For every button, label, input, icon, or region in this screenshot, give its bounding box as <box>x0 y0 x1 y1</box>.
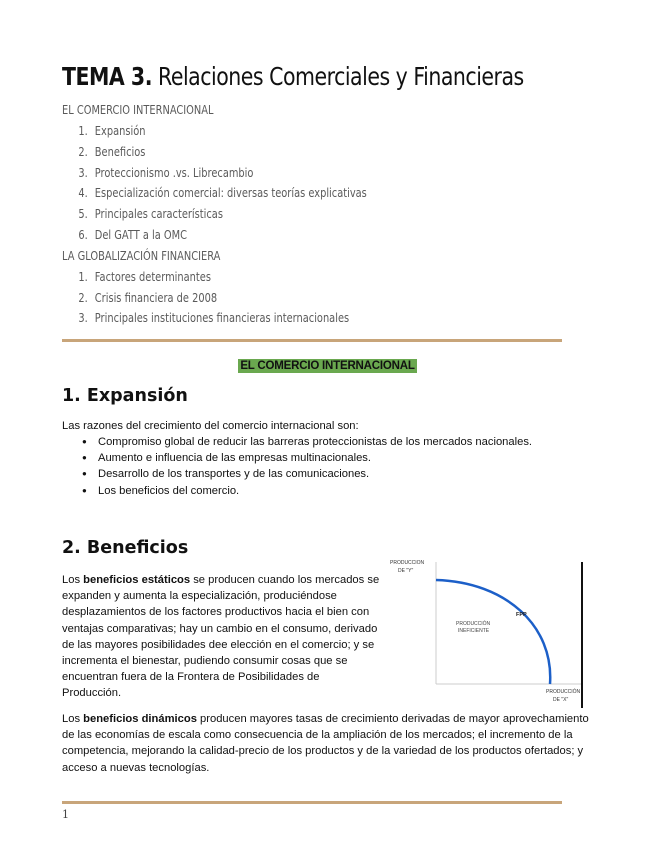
region-label-2: INEFICIENTE <box>458 628 490 634</box>
toc-item: 6. Del GATT a la OMC <box>78 227 188 242</box>
footer-divider <box>62 801 562 804</box>
toc-item: 2. Crisis financiera de 2008 <box>78 290 218 305</box>
y-axis-label-1: PRODUCCIÓN <box>390 560 425 566</box>
x-axis-label-2: DE "X" <box>553 697 569 703</box>
heading-expansion: 1. Expansión <box>62 386 188 406</box>
section-divider <box>62 339 562 342</box>
toc-item: 3. Principales instituciones financieras internacionales <box>78 311 350 326</box>
static-benefits-paragraph: Los beneficios estáticos se producen cuando los mercados se expanden y aumenta la especialización, produciéndose desplazamientos de los factores productivos hacia el bien con ventajas comparativas; hay un cambio en el consumo, derivado de las mayores posibilidades dee elección en el comercio; y se incrementa el bienestar, pudiendo consumir cosas que se encuentran fuera de la Frontera de Posibilidades de Producción. <box>62 574 380 700</box>
dynamic-benefits-paragraph: Los beneficios dinámicos producen mayores tasas de crecimiento derivadas de mayor aprovechamiento de las economías de escala como consecuencia de la ampliación de los mercados; el incremento de la competencia, mejorando la calidad-precio de los productos y de la variedad de los productos ofertados; y acceso a nuevas tecnologías. <box>62 713 589 774</box>
title-text: Relaciones Comerciales y Financieras <box>152 62 524 91</box>
page-title <box>62 62 524 91</box>
fpp-curve-label: FPP <box>516 612 527 618</box>
toc-item: 3. Proteccionismo .vs. Librecambio <box>78 165 254 180</box>
toc-item: 1. Factores determinantes <box>78 269 211 284</box>
banner-row <box>0 356 655 374</box>
toc-item: 2. Beneficios <box>78 144 146 159</box>
dynamic-benefits-term: beneficios dinámicos <box>83 713 197 725</box>
expansion-bullet-list <box>62 434 532 499</box>
fpp-diagram <box>386 560 586 712</box>
section-banner: EL COMERCIO INTERNACIONAL <box>240 360 415 372</box>
toc-section-comercio: EL COMERCIO INTERNACIONAL <box>62 103 214 117</box>
toc-item: 5. Principales características <box>78 207 223 222</box>
x-axis-label-1: PRODUCCIÓN <box>546 689 581 695</box>
list-item: ● Aumento e influencia de las empresas multinacionales. <box>62 450 532 466</box>
list-item: ● Desarrollo de los transportes y de las comunicaciones. <box>62 466 532 482</box>
y-axis-label-2: DE "Y" <box>398 568 414 574</box>
static-benefits-term: beneficios estáticos <box>83 574 191 586</box>
toc-item: 1. Expansión <box>78 124 146 138</box>
fpp-curve <box>436 580 550 684</box>
table-of-contents <box>62 100 582 329</box>
toc-item: 4. Especialización comercial: diversas teorías explicativas <box>78 186 367 201</box>
heading-beneficios: 2. Beneficios <box>62 538 189 558</box>
list-item: ● Los beneficios del comercio. <box>62 483 532 499</box>
region-label-1: PRODUCCIÓN <box>456 621 491 627</box>
list-item: ● Compromiso global de reducir las barreras proteccionistas de los mercados nacionales. <box>62 434 532 450</box>
page-number: 1 <box>62 808 69 821</box>
expansion-intro: Las razones del crecimiento del comercio internacional son: <box>62 420 359 432</box>
title-number: TEMA 3. <box>62 62 153 91</box>
toc-section-globalizacion: LA GLOBALIZACIÓN FINANCIERA <box>62 248 221 263</box>
